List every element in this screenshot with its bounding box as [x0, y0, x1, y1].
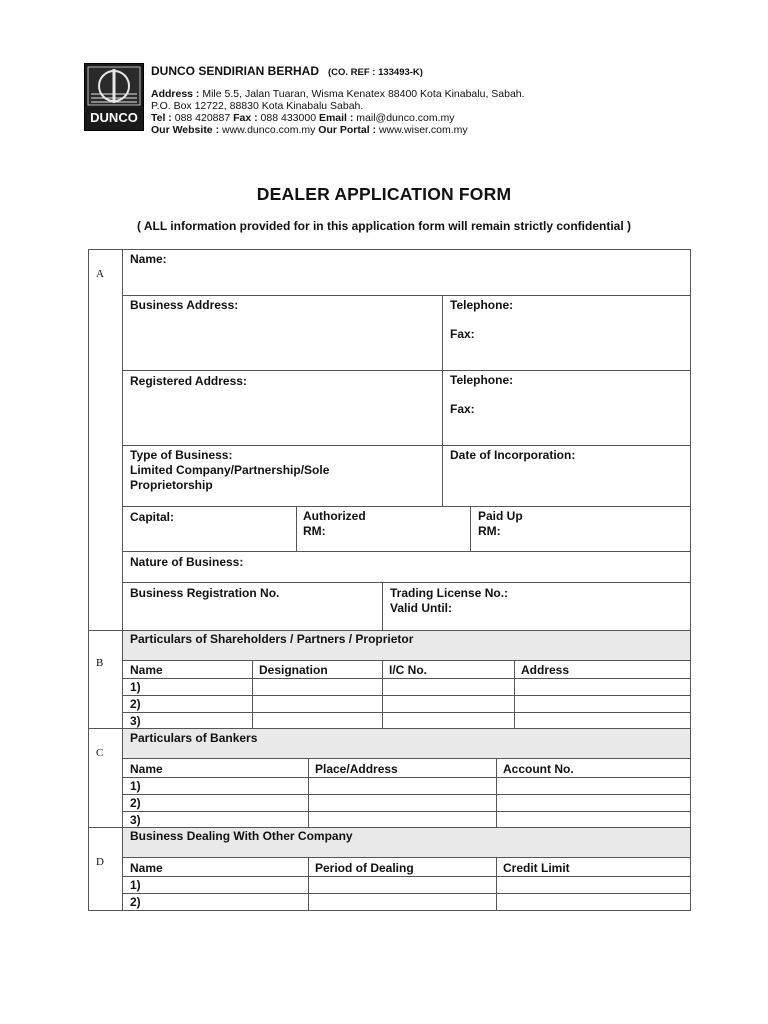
- row-divider: [123, 811, 690, 812]
- fax-label: Fax :: [233, 112, 258, 124]
- name-field[interactable]: Name:: [130, 252, 167, 266]
- shareholder-row-1[interactable]: 1): [130, 680, 141, 694]
- col-divider: [382, 660, 383, 728]
- paid-up-capital-field[interactable]: [478, 509, 523, 539]
- section-d-heading: Business Dealing With Other Company: [130, 829, 353, 843]
- business-fax-field[interactable]: Fax:: [450, 327, 475, 341]
- business-address-field[interactable]: Business Address:: [130, 298, 239, 312]
- col-header-name: Name: [130, 762, 163, 776]
- row-divider: [123, 370, 690, 371]
- portal-value: www.wiser.com.my: [376, 124, 468, 136]
- banker-row-3[interactable]: 3): [130, 813, 141, 827]
- dealing-row-1[interactable]: 1): [130, 878, 141, 892]
- logo-text: DUNCO: [90, 110, 138, 125]
- section-divider: [88, 630, 691, 631]
- table-border-bottom: [88, 910, 691, 911]
- form-subtitle: ( ALL information provided for in this application form will remain strictly confidential ): [136, 219, 632, 233]
- authorized-label: Authorized: [303, 509, 366, 523]
- dealing-row-2[interactable]: 2): [130, 895, 141, 909]
- registered-telephone-field[interactable]: Telephone:: [450, 373, 514, 387]
- tel-value: 088 420887: [171, 112, 234, 124]
- row-divider: [123, 695, 690, 696]
- table-border-top: [88, 249, 691, 250]
- form-title: DEALER APPLICATION FORM: [256, 184, 512, 204]
- section-divider: [88, 827, 691, 828]
- section-d-letter: D: [96, 856, 104, 868]
- table-border-right: [690, 249, 691, 911]
- row-divider: [123, 794, 690, 795]
- row-divider: [123, 506, 690, 507]
- row-divider: [123, 893, 690, 894]
- registered-address-field[interactable]: Registered Address:: [130, 374, 247, 388]
- col-divider: [496, 857, 497, 910]
- type-of-business-options-cont: Proprietorship: [130, 478, 213, 492]
- row-divider: [123, 876, 690, 877]
- row-divider: [123, 758, 690, 759]
- email-value: mail@dunco.com.my: [353, 112, 455, 124]
- col-divider: [296, 506, 297, 551]
- row-divider: [123, 295, 690, 296]
- company-reg-no: (CO. REF : 133493-K): [327, 67, 423, 78]
- col-divider: [252, 660, 253, 728]
- row-divider: [123, 712, 690, 713]
- nature-of-business-field[interactable]: Nature of Business:: [130, 555, 244, 569]
- banker-row-1[interactable]: 1): [130, 779, 141, 793]
- fax-value: 088 433000: [257, 112, 319, 124]
- section-a-letter: A: [96, 268, 104, 280]
- business-telephone-field[interactable]: Telephone:: [450, 298, 514, 312]
- section-b-letter: B: [96, 657, 104, 669]
- row-divider: [123, 551, 690, 552]
- row-divider: [123, 660, 690, 661]
- date-of-incorporation-field[interactable]: Date of Incorporation:: [450, 448, 576, 462]
- trading-license-field[interactable]: [390, 586, 508, 616]
- col-header-designation: Designation: [259, 663, 328, 677]
- paid-up-label: Paid Up: [478, 509, 523, 523]
- website-value: www.dunco.com.my: [219, 124, 319, 136]
- col-divider: [382, 582, 383, 630]
- col-header-address: Address: [521, 663, 570, 677]
- type-of-business-field[interactable]: [130, 448, 329, 493]
- company-address-line2: P.O. Box 12722, 88830 Kota Kinabalu Sabah.: [151, 100, 364, 112]
- address-label: Address :: [151, 88, 200, 100]
- col-header-credit-limit: Credit Limit: [503, 861, 570, 875]
- section-b-heading: Particulars of Shareholders / Partners / Proprietor: [130, 632, 414, 646]
- banker-row-2[interactable]: 2): [130, 796, 141, 810]
- col-divider: [496, 758, 497, 827]
- col-divider: [308, 857, 309, 910]
- registered-fax-field[interactable]: Fax:: [450, 402, 475, 416]
- authorized-capital-field[interactable]: [303, 509, 366, 539]
- section-c-heading: Particulars of Bankers: [130, 731, 258, 745]
- email-label: Email :: [318, 112, 354, 124]
- col-header-name: Name: [130, 663, 163, 677]
- website-label: Our Website :: [151, 124, 220, 136]
- col-divider: [442, 295, 443, 506]
- row-divider: [123, 777, 690, 778]
- type-of-business-options: Limited Company/Partnership/Sole: [130, 463, 330, 477]
- row-divider: [123, 582, 690, 583]
- trading-license-label: Trading License No.:: [390, 586, 509, 600]
- row-divider: [123, 678, 690, 679]
- shareholder-row-3[interactable]: 3): [130, 714, 141, 728]
- paid-up-rm-label: RM:: [478, 524, 501, 538]
- shareholder-row-2[interactable]: 2): [130, 697, 141, 711]
- table-border-left: [88, 249, 89, 911]
- col-header-name: Name: [130, 861, 163, 875]
- col-divider: [308, 758, 309, 827]
- business-registration-field[interactable]: Business Registration No.: [130, 586, 280, 600]
- row-divider: [123, 445, 690, 446]
- col-divider: [514, 660, 515, 728]
- col-header-period-of-dealing: Period of Dealing: [315, 861, 414, 875]
- type-of-business-label: Type of Business:: [130, 448, 233, 462]
- address-value: Mile 5.5, Jalan Tuaran, Wisma Kenatex 88400 Kota Kinabalu, Sabah.: [199, 88, 525, 100]
- section-divider: [88, 728, 691, 729]
- row-divider: [123, 857, 690, 858]
- col-header-place-address: Place/Address: [315, 762, 398, 776]
- col-divider: [470, 506, 471, 551]
- capital-label: Capital:: [130, 510, 175, 524]
- company-name: DUNCO SENDIRIAN BERHAD: [151, 64, 320, 78]
- col-header-account-no: Account No.: [503, 762, 574, 776]
- authorized-rm-label: RM:: [303, 524, 326, 538]
- portal-label: Our Portal :: [318, 124, 377, 136]
- section-c-letter: C: [96, 747, 104, 759]
- tel-label: Tel :: [151, 112, 172, 124]
- col-header-ic-no: I/C No.: [389, 663, 427, 677]
- valid-until-label: Valid Until:: [390, 601, 453, 615]
